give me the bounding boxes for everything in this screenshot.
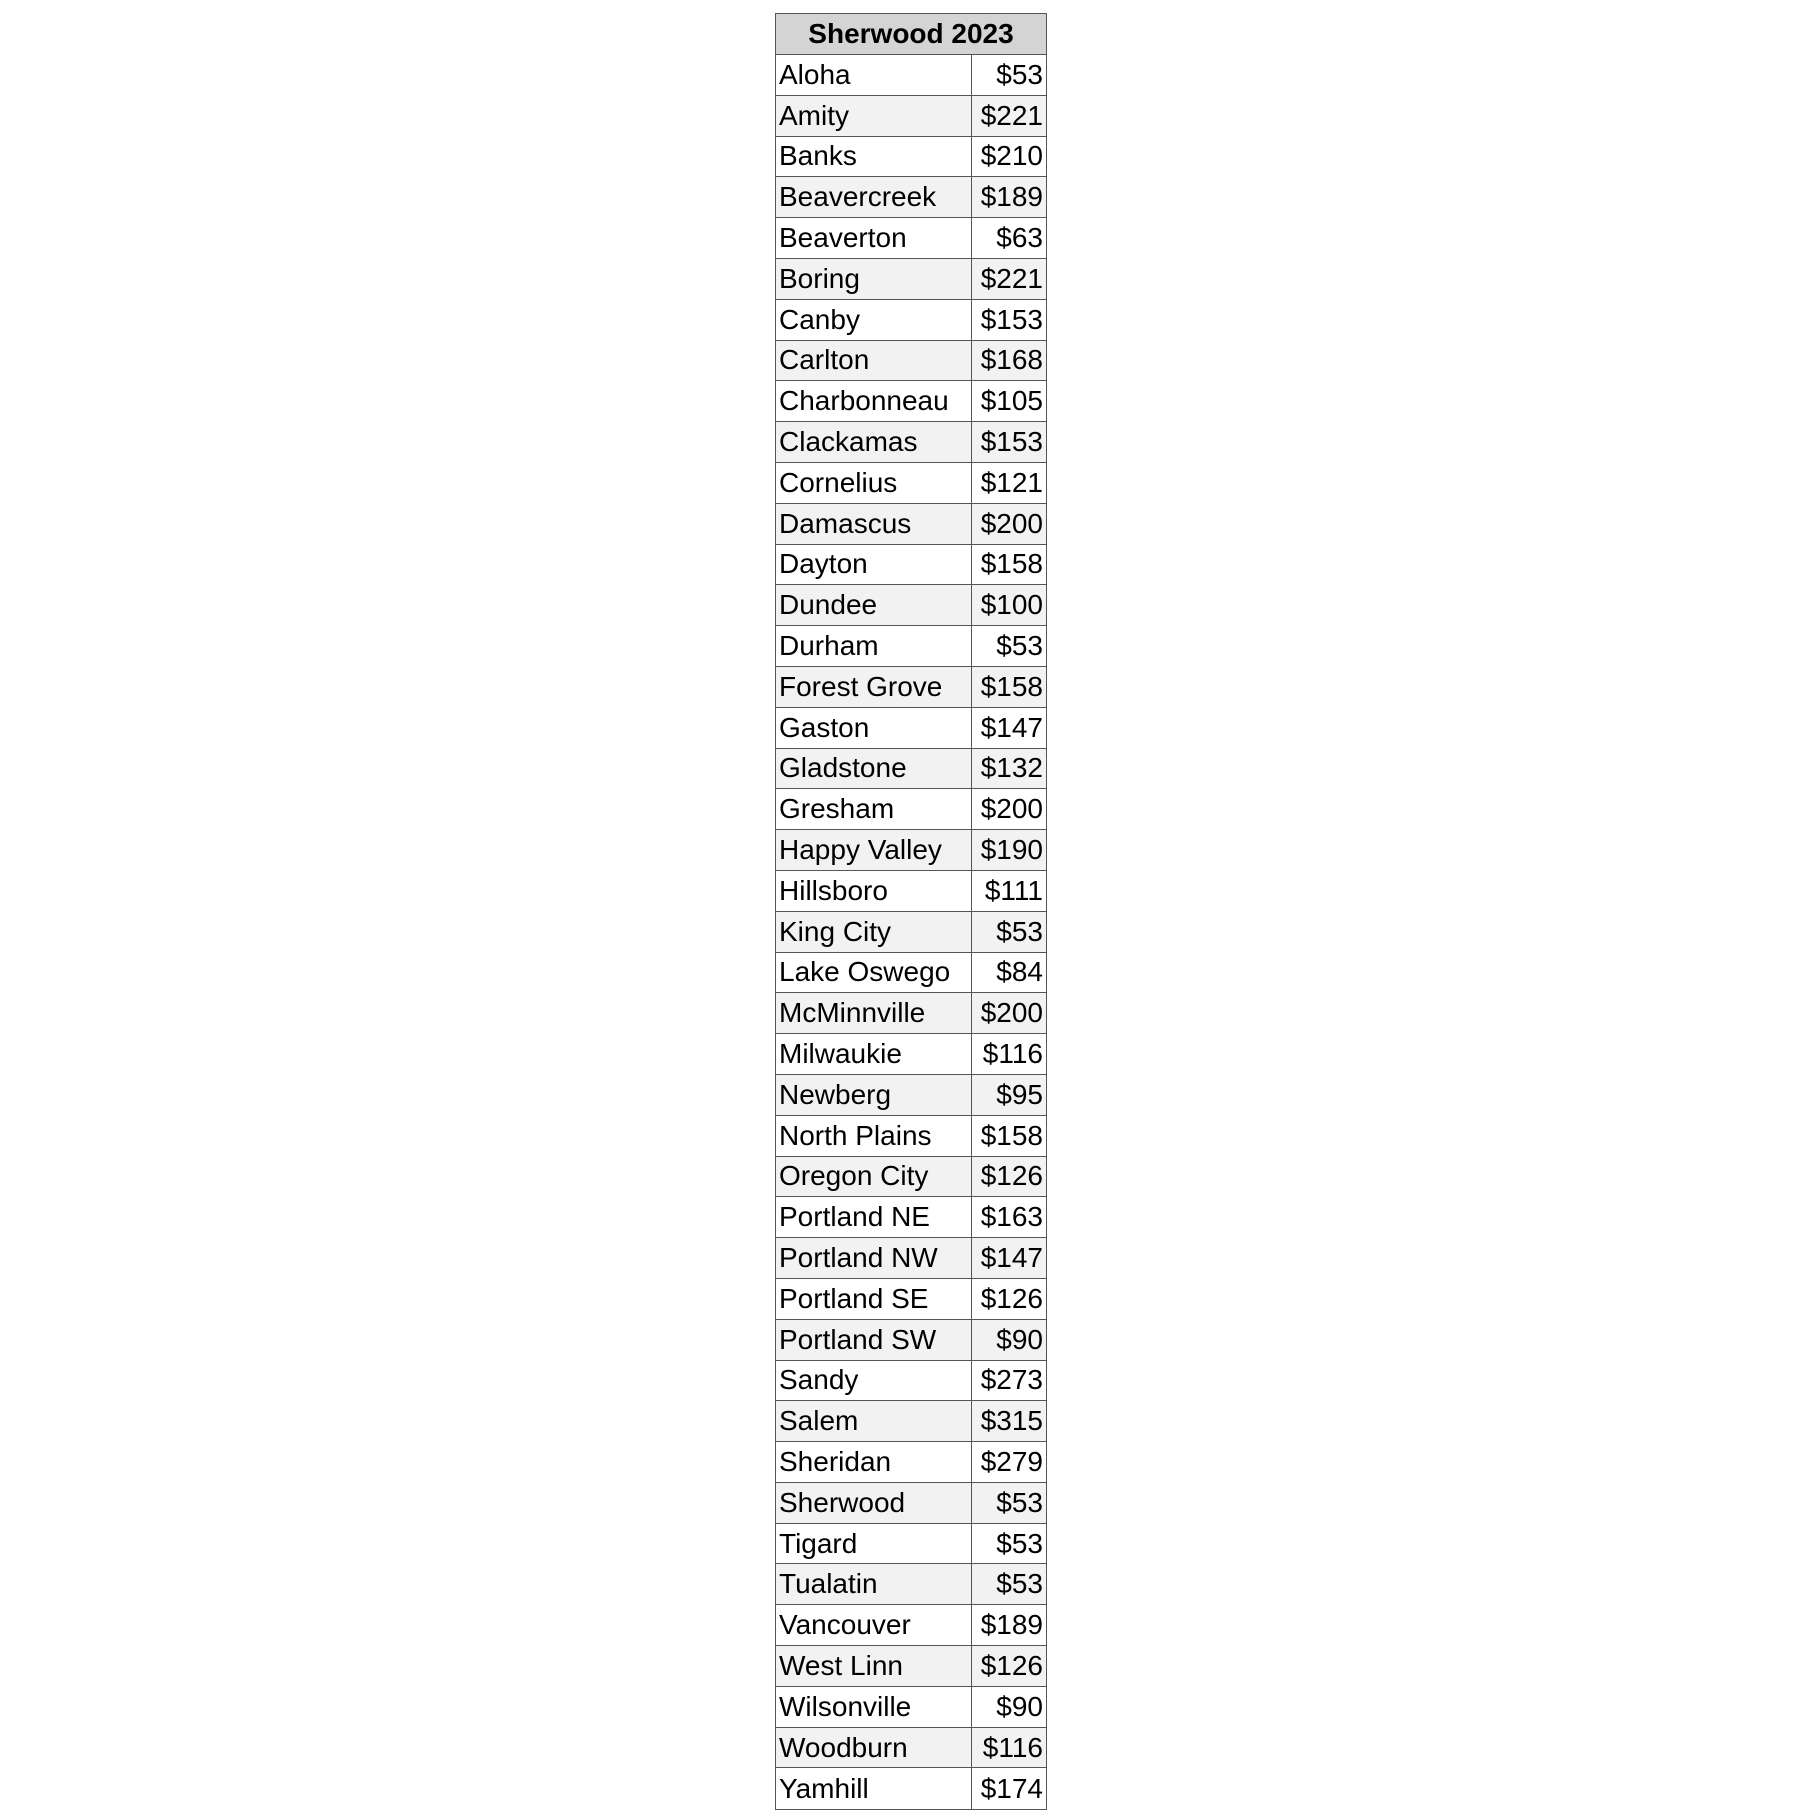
price-cell: $53	[996, 1486, 1043, 1518]
city-cell: Aloha	[776, 55, 972, 95]
city-cell: Milwaukie	[776, 1034, 972, 1074]
city-cell: Gresham	[776, 789, 972, 829]
price-cell: $163	[980, 1201, 1043, 1233]
city-cell: Gladstone	[776, 749, 972, 789]
price-cell: $158	[980, 548, 1043, 580]
city-cell: Portland NE	[776, 1197, 972, 1237]
table-row	[776, 55, 1046, 96]
city-cell: Clackamas	[776, 422, 972, 462]
table-row	[776, 1646, 1046, 1687]
price-cell: $200	[980, 793, 1043, 825]
price-cell: $189	[980, 181, 1043, 213]
price-cell: $116	[982, 1038, 1043, 1070]
table-row	[776, 1564, 1046, 1605]
city-cell: Tualatin	[776, 1564, 972, 1604]
city-cell: Portland SW	[776, 1320, 972, 1360]
table-row	[776, 463, 1046, 504]
table-row	[776, 218, 1046, 259]
table-row	[776, 96, 1046, 137]
city-cell: West Linn	[776, 1646, 972, 1686]
city-cell: Portland SE	[776, 1279, 972, 1319]
price-cell: $100	[980, 589, 1043, 621]
table-row	[776, 1279, 1046, 1320]
table-row	[776, 667, 1046, 708]
price-cell: $95	[996, 1078, 1043, 1110]
city-cell: Vancouver	[776, 1605, 972, 1645]
city-cell: North Plains	[776, 1116, 972, 1156]
table-row	[776, 626, 1046, 667]
price-cell: $90	[996, 1323, 1043, 1355]
price-cell: $221	[980, 99, 1043, 131]
price-cell: $53	[996, 1527, 1043, 1559]
table-row	[776, 341, 1046, 382]
table-row	[776, 1157, 1046, 1198]
city-cell: Wilsonville	[776, 1687, 972, 1727]
price-cell: $53	[996, 1568, 1043, 1600]
table-row	[776, 1524, 1046, 1565]
city-cell: Dayton	[776, 545, 972, 585]
table-row	[776, 749, 1046, 790]
city-cell: Amity	[776, 96, 972, 136]
table-row	[776, 381, 1046, 422]
price-cell: $63	[996, 222, 1043, 254]
city-cell: Damascus	[776, 504, 972, 544]
table-row	[776, 1768, 1046, 1809]
price-cell: $90	[996, 1690, 1043, 1722]
table-row	[776, 1320, 1046, 1361]
price-cell: $126	[980, 1649, 1043, 1681]
price-cell: $53	[996, 630, 1043, 662]
table-row	[776, 545, 1046, 586]
city-cell: Woodburn	[776, 1728, 972, 1768]
city-cell: Sheridan	[776, 1442, 972, 1482]
city-cell: Newberg	[776, 1075, 972, 1115]
price-cell: $190	[980, 834, 1043, 866]
table-row	[776, 1401, 1046, 1442]
price-cell: $84	[996, 956, 1043, 988]
table-row	[776, 871, 1046, 912]
table-row	[776, 1442, 1046, 1483]
city-cell: Beaverton	[776, 218, 972, 258]
table-body	[776, 55, 1046, 1809]
price-cell: $279	[980, 1445, 1043, 1477]
table-title: Sherwood 2023	[776, 14, 1046, 55]
table-row	[776, 912, 1046, 953]
price-cell: $147	[980, 1242, 1043, 1273]
table-row	[776, 789, 1046, 830]
price-cell: $111	[984, 874, 1043, 906]
city-cell: Portland NW	[776, 1238, 972, 1278]
city-cell: Charbonneau	[776, 381, 972, 421]
city-cell: Banks	[776, 137, 972, 177]
table-row	[776, 1075, 1046, 1116]
price-cell: $158	[980, 1119, 1043, 1151]
price-cell: $105	[980, 385, 1043, 417]
city-cell: Hillsboro	[776, 871, 972, 911]
table-row	[776, 1238, 1046, 1279]
table-row	[776, 1116, 1046, 1157]
city-cell: Gaston	[776, 708, 972, 748]
city-cell: Durham	[776, 626, 972, 666]
city-cell: Sandy	[776, 1361, 972, 1401]
city-cell: Sherwood	[776, 1483, 972, 1523]
price-cell: $158	[980, 670, 1043, 702]
price-cell: $221	[980, 262, 1043, 294]
city-cell: Canby	[776, 300, 972, 340]
table-row	[776, 259, 1046, 300]
table-row	[776, 177, 1046, 218]
table-row	[776, 708, 1046, 749]
city-cell: Yamhill	[776, 1768, 972, 1809]
table-row	[776, 504, 1046, 545]
table-row	[776, 422, 1046, 463]
price-cell: $121	[980, 466, 1043, 498]
price-cell: $315	[980, 1405, 1043, 1437]
city-cell: Carlton	[776, 341, 972, 381]
table-row	[776, 830, 1046, 871]
city-cell: Tigard	[776, 1524, 972, 1564]
price-cell: $126	[980, 1160, 1043, 1192]
price-cell: $153	[980, 426, 1043, 458]
table-row	[776, 1728, 1046, 1769]
table-row	[776, 993, 1046, 1034]
price-cell: $147	[980, 711, 1043, 743]
city-cell: Lake Oswego	[776, 953, 972, 993]
table-row	[776, 1605, 1046, 1646]
table-row	[776, 1361, 1046, 1402]
price-cell: $132	[980, 752, 1043, 784]
table-row	[776, 953, 1046, 994]
price-cell: $189	[980, 1609, 1043, 1641]
city-cell: Cornelius	[776, 463, 972, 503]
city-cell: Happy Valley	[776, 830, 972, 870]
price-cell: $273	[980, 1364, 1043, 1396]
city-cell: Boring	[776, 259, 972, 299]
price-cell: $200	[980, 507, 1043, 539]
table-row	[776, 585, 1046, 626]
city-cell: Beavercreek	[776, 177, 972, 217]
table-row	[776, 137, 1046, 178]
city-cell: Forest Grove	[776, 667, 972, 707]
price-table	[775, 13, 1047, 1810]
price-cell: $210	[980, 140, 1043, 172]
price-cell: $200	[980, 997, 1043, 1029]
table-row	[776, 300, 1046, 341]
price-cell: $126	[980, 1282, 1043, 1314]
table-row	[776, 1483, 1046, 1524]
city-cell: McMinnville	[776, 993, 972, 1033]
city-cell: King City	[776, 912, 972, 952]
table-row	[776, 1197, 1046, 1238]
price-cell: $53	[996, 58, 1043, 90]
price-cell: $168	[980, 344, 1043, 376]
price-cell: $53	[996, 915, 1043, 947]
city-cell: Dundee	[776, 585, 972, 625]
price-cell: $174	[980, 1772, 1043, 1804]
city-cell: Oregon City	[776, 1157, 972, 1197]
table-row	[776, 1034, 1046, 1075]
table-row	[776, 1687, 1046, 1728]
price-cell: $153	[980, 303, 1043, 335]
price-cell: $116	[982, 1731, 1043, 1763]
city-cell: Salem	[776, 1401, 972, 1441]
